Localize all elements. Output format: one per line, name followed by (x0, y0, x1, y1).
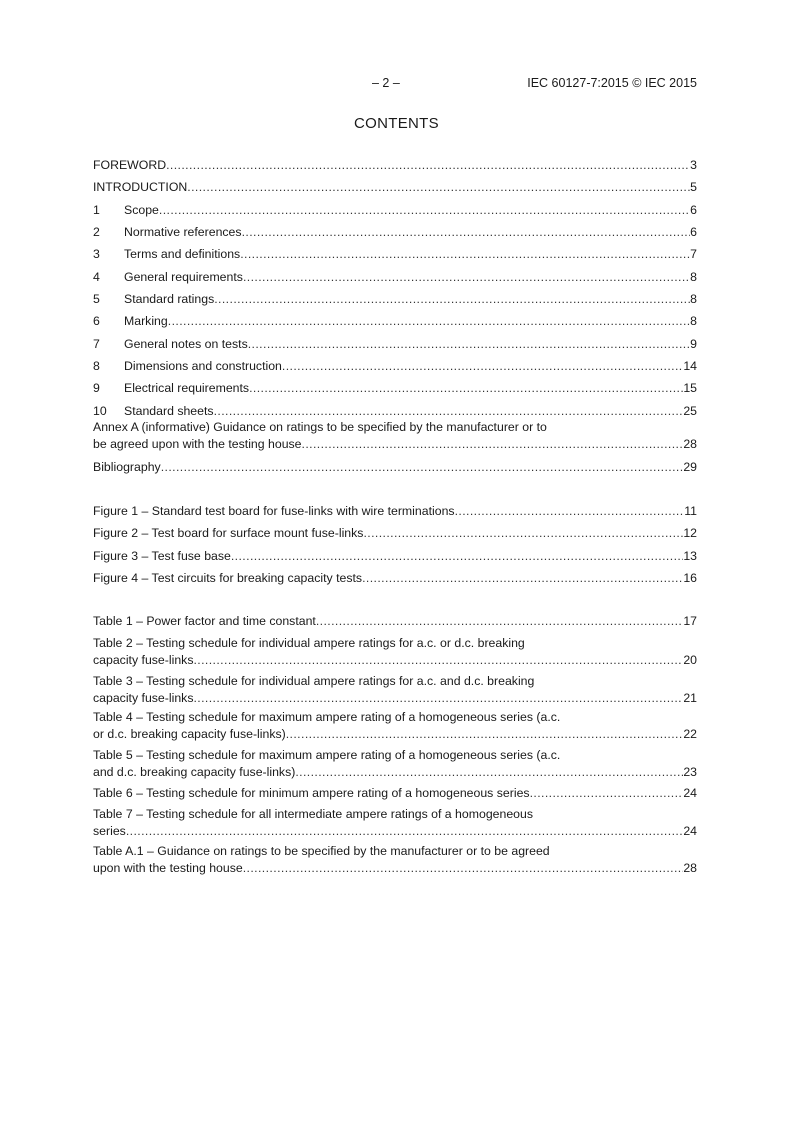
dot-leader (159, 202, 690, 219)
section-number: 10 (93, 404, 107, 418)
entry-title: capacity fuse-links (93, 691, 194, 705)
toc-entry-line (93, 709, 697, 726)
toc-entry-line (93, 157, 697, 174)
entry-title: Table 3 – Testing schedule for individual ampere ratings for a.c. and d.c. breaking (93, 674, 535, 688)
toc-entry-line (93, 673, 697, 690)
entry-title: Bibliography (93, 460, 161, 474)
page-reference[interactable]: 28 (683, 861, 697, 875)
toc-entry-line (93, 224, 697, 241)
entry-title: series (93, 824, 126, 838)
toc-entry[interactable] (93, 246, 697, 263)
dot-leader (302, 436, 684, 453)
toc-entry[interactable] (93, 269, 697, 286)
entry-title: General notes on tests (124, 337, 248, 351)
page-reference[interactable]: 21 (683, 691, 697, 705)
entry-title: Table 6 – Testing schedule for minimum ampere rating of a homogeneous series (93, 786, 530, 800)
dot-leader (187, 179, 690, 196)
toc-entry-line (93, 403, 697, 420)
toc-entry-line (93, 843, 697, 860)
toc-entry-line (93, 313, 697, 330)
entry-title: Scope (124, 203, 159, 217)
entry-title: Standard ratings (124, 292, 215, 306)
page-reference[interactable]: 16 (683, 571, 697, 585)
dot-leader (455, 503, 685, 520)
toc-entry-line (93, 785, 697, 802)
entry-title: Annex A (informative) Guidance on ratings to be specified by the manufacturer or to (93, 420, 547, 434)
entry-title: capacity fuse-links (93, 653, 194, 667)
section-number: 5 (93, 292, 100, 306)
dot-leader (363, 525, 683, 542)
toc-entry[interactable] (93, 570, 697, 587)
dot-leader (286, 726, 684, 743)
section-number: 6 (93, 314, 100, 328)
entry-title: Table 2 – Testing schedule for individual ampere ratings for a.c. or d.c. breaking (93, 636, 525, 650)
page-reference[interactable]: 11 (684, 504, 697, 518)
toc-entry-line (93, 570, 697, 587)
toc-entry-line (93, 503, 697, 520)
dot-leader (231, 548, 683, 565)
toc-entry[interactable] (93, 291, 697, 308)
toc-entry[interactable] (93, 806, 697, 840)
dot-leader (214, 291, 690, 308)
page-reference[interactable]: 6 (690, 225, 697, 239)
toc-entry-line (93, 635, 697, 652)
page-reference[interactable]: 14 (683, 359, 697, 373)
section-number: 2 (93, 225, 100, 239)
page-reference[interactable]: 28 (683, 437, 697, 451)
page-reference[interactable]: 20 (683, 653, 697, 667)
entry-title: INTRODUCTION (93, 180, 188, 194)
contents-title: CONTENTS (354, 115, 439, 132)
entry-title: Table 7 – Testing schedule for all intermediate ampere ratings of a homogeneous (93, 807, 533, 821)
page-reference[interactable]: 12 (683, 526, 697, 540)
toc-entry-line (93, 525, 697, 542)
entry-title: Table 4 – Testing schedule for maximum ampere rating of a homogeneous series (a.c. (93, 710, 561, 724)
entry-title: Figure 1 – Standard test board for fuse-links with wire terminations (93, 504, 455, 518)
page-reference[interactable]: 9 (690, 337, 697, 351)
toc-entry-line (93, 823, 697, 840)
page-reference[interactable]: 24 (683, 786, 697, 800)
dot-leader (168, 313, 690, 330)
page-reference[interactable]: 3 (690, 158, 697, 172)
dot-leader (282, 358, 683, 375)
entry-title: or d.c. breaking capacity fuse-links) (93, 727, 286, 741)
dot-leader (530, 785, 684, 802)
toc-entry-line (93, 613, 697, 630)
toc-entry[interactable] (93, 747, 697, 781)
toc-entry-line (93, 764, 697, 781)
section-number: 3 (93, 247, 100, 261)
entry-title: Figure 2 – Test board for surface mount fuse-links (93, 526, 364, 540)
entry-title: Table A.1 – Guidance on ratings to be specified by the manufacturer or to be agreed (93, 844, 550, 858)
toc-entry[interactable] (93, 358, 697, 375)
toc-entry-line (93, 269, 697, 286)
dot-leader (240, 246, 690, 263)
toc-entry-line (93, 459, 697, 476)
dot-leader (295, 764, 683, 781)
toc-entry[interactable] (93, 635, 697, 669)
toc-entry[interactable] (93, 336, 697, 353)
toc-entry[interactable] (93, 179, 697, 196)
toc-entry[interactable] (93, 403, 697, 420)
toc-entry-line (93, 806, 697, 823)
dot-leader (316, 613, 683, 630)
toc-entry[interactable] (93, 224, 697, 241)
dot-leader (248, 336, 690, 353)
page-reference[interactable]: 25 (683, 404, 697, 418)
entry-title: Normative references (124, 225, 242, 239)
dot-leader (362, 570, 683, 587)
toc-entry[interactable] (93, 419, 697, 453)
section-number: 8 (93, 359, 100, 373)
section-number: 9 (93, 381, 100, 395)
entry-title: Standard sheets (124, 404, 214, 418)
dot-leader (243, 860, 684, 877)
toc-entry[interactable] (93, 380, 697, 397)
dot-leader (161, 459, 684, 476)
entry-title: Terms and definitions (124, 247, 241, 261)
toc-entry-line (93, 336, 697, 353)
page-reference[interactable]: 15 (683, 381, 697, 395)
page-reference[interactable]: 13 (683, 549, 697, 563)
toc-entry-line (93, 690, 697, 707)
entry-title: Electrical requirements (124, 381, 250, 395)
toc-entry-line (93, 179, 697, 196)
toc-entry[interactable] (93, 202, 697, 219)
page-reference[interactable]: 17 (683, 614, 697, 628)
page-reference[interactable]: 24 (683, 824, 697, 838)
toc-entry-line (93, 380, 697, 397)
entry-title: FOREWORD (93, 158, 167, 172)
page-number: – 2 – (372, 76, 400, 90)
toc-entry[interactable] (93, 503, 697, 520)
toc-entry[interactable] (93, 548, 697, 565)
page-reference[interactable]: 5 (690, 180, 697, 194)
entry-title: Table 5 – Testing schedule for maximum ampere rating of a homogeneous series (a.c. (93, 748, 561, 762)
section-number: 4 (93, 270, 100, 284)
dot-leader (249, 380, 683, 397)
entry-title: Table 1 – Power factor and time constant (93, 614, 316, 628)
entry-title: and d.c. breaking capacity fuse-links) (93, 765, 296, 779)
toc-entry[interactable] (93, 673, 697, 707)
toc-entry-line (93, 246, 697, 263)
page-reference[interactable]: 29 (683, 460, 697, 474)
toc-entry[interactable] (93, 843, 697, 877)
section-number: 7 (93, 337, 100, 351)
dot-leader (243, 269, 690, 286)
dot-leader (193, 690, 683, 707)
entry-title: Figure 4 – Test circuits for breaking capacity tests (93, 571, 363, 585)
dot-leader (166, 157, 690, 174)
dot-leader (242, 224, 691, 241)
entry-title: upon with the testing house (93, 861, 243, 875)
dot-leader (214, 403, 684, 420)
toc-entry-line (93, 726, 697, 743)
toc-entry[interactable] (93, 157, 697, 174)
section-number: 1 (93, 203, 100, 217)
page-reference[interactable]: 6 (690, 203, 697, 217)
entry-title: Marking (124, 314, 168, 328)
dot-leader (193, 652, 683, 669)
toc-entry[interactable] (93, 459, 697, 476)
entry-title: General requirements (124, 270, 243, 284)
toc-entry-line (93, 436, 697, 453)
page-reference[interactable]: 23 (683, 765, 697, 779)
toc-entry-line (93, 291, 697, 308)
toc-entry-line (93, 860, 697, 877)
page-reference[interactable]: 8 (690, 292, 697, 306)
document-id: IEC 60127-7:2015 © IEC 2015 (527, 76, 697, 90)
toc-entry[interactable] (93, 525, 697, 542)
dot-leader (126, 823, 684, 840)
entry-title: Figure 3 – Test fuse base (93, 549, 231, 563)
entry-title: be agreed upon with the testing house (93, 437, 302, 451)
toc-entry-line (93, 202, 697, 219)
toc-entry[interactable] (93, 709, 697, 743)
toc-entry-line (93, 358, 697, 375)
page-reference[interactable]: 22 (683, 727, 697, 741)
toc-entry-line (93, 652, 697, 669)
toc-entry-line (93, 419, 697, 436)
page-reference[interactable]: 7 (690, 247, 697, 261)
toc-entry[interactable] (93, 313, 697, 330)
toc-entry-line (93, 548, 697, 565)
page-reference[interactable]: 8 (690, 270, 697, 284)
page-reference[interactable]: 8 (690, 314, 697, 328)
toc-entry[interactable] (93, 613, 697, 630)
entry-title: Dimensions and construction (124, 359, 282, 373)
toc-entry-line (93, 747, 697, 764)
toc-entry[interactable] (93, 785, 697, 802)
